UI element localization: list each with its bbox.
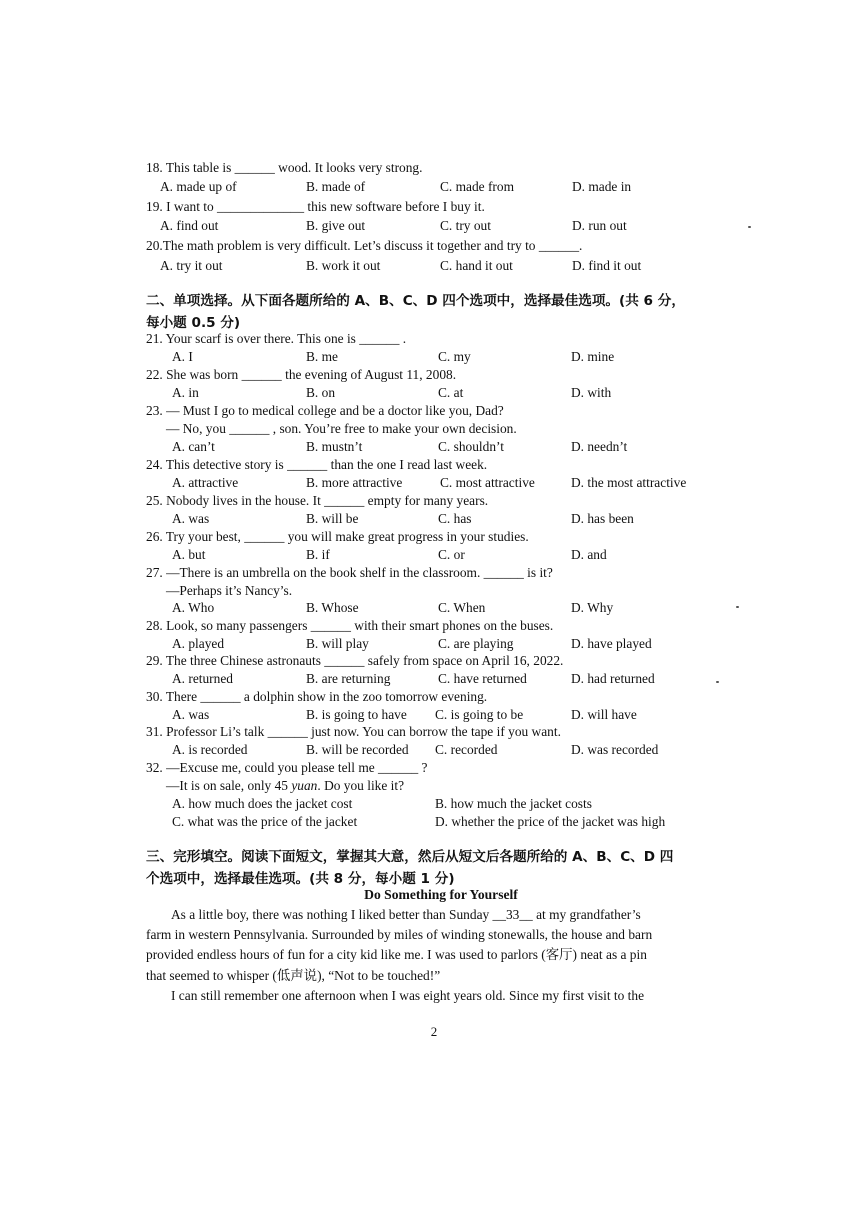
question-19-option-c: C. try out <box>440 218 491 233</box>
question-25-option-b: B. will be <box>306 511 359 526</box>
question-19-option-d: D. run out <box>572 218 627 233</box>
question-23-option-b: B. mustn’t <box>306 439 363 454</box>
question-25-option-c: C. has <box>438 511 472 526</box>
question-29-option-d: D. had returned <box>571 671 655 686</box>
section-2-heading-line-1: 二、单项选择。从下面各题所给的 A、B、C、D 四个选项中，选择最佳选项。(共 6 分， <box>146 293 685 309</box>
section-2-heading <box>146 290 736 334</box>
question-22-option-a: A. in <box>172 385 199 400</box>
section-2-heading-line-2: 每小题 0.5 分) <box>146 315 241 331</box>
question-20-option-c: C. hand it out <box>440 258 513 273</box>
passage-title: Do Something for Yourself <box>364 887 518 902</box>
question-31-stem: 31. Professor Li’s talk ______ just now. You can borrow the tape if you want. <box>146 724 561 739</box>
question-23-option-a: A. can’t <box>172 439 215 454</box>
question-31-option-c: C. recorded <box>435 742 498 757</box>
question-31-option-d: D. was recorded <box>571 742 659 757</box>
question-23-option-d: D. needn’t <box>571 439 628 454</box>
scan-speck <box>716 681 719 683</box>
question-28-option-a: A. played <box>172 636 225 651</box>
question-24-option-a: A. attractive <box>172 475 239 490</box>
question-21-option-a: A. I <box>172 349 193 364</box>
question-32-option-d: D. whether the price of the jacket was high <box>435 814 666 829</box>
question-23-stem: 23. — Must I go to medical college and be a doctor like you, Dad? <box>146 403 504 418</box>
question-28-option-d: D. have played <box>571 636 652 651</box>
question-22-option-d: D. with <box>571 385 612 400</box>
question-30-option-c: C. is going to be <box>435 707 524 722</box>
question-30-option-b: B. is going to have <box>306 707 407 722</box>
question-22-option-b: B. on <box>306 385 336 400</box>
question-29-option-b: B. are returning <box>306 671 391 686</box>
question-18-option-d: D. made in <box>572 179 632 194</box>
question-18-option-c: C. made from <box>440 179 515 194</box>
question-24-option-d: D. the most attractive <box>571 475 687 490</box>
question-23-stem-line-2: — No, you ______ , son. You’re free to make your own decision. <box>166 421 517 436</box>
question-19-stem: 19. I want to _____________ this new software before I buy it. <box>146 199 485 214</box>
question-24-stem: 24. This detective story is ______ than the one I read last week. <box>146 457 488 472</box>
question-21-option-d: D. mine <box>571 349 615 364</box>
question-26-option-b: B. if <box>306 547 330 562</box>
question-26-option-a: A. but <box>172 547 206 562</box>
question-31-option-a: A. is recorded <box>172 742 248 757</box>
page-number: 2 <box>430 1024 438 1039</box>
question-25-stem: 25. Nobody lives in the house. It ______ empty for many years. <box>146 493 489 508</box>
question-27-stem-line-2: —Perhaps it’s Nancy’s. <box>166 583 293 598</box>
question-32-option-a: A. how much does the jacket cost <box>172 796 353 811</box>
question-18-option-a: A. made up of <box>160 179 237 194</box>
section-3-heading-line-1: 三、完形填空。阅读下面短文，掌握其大意，然后从短文后各题所给的 A、B、C、D 四 <box>146 849 674 865</box>
question-32-stem-line-2-post: . Do you like it? <box>317 778 405 793</box>
question-21-option-b: B. me <box>306 349 338 364</box>
question-29-stem: 29. The three Chinese astronauts ______ safely from space on April 16, 2022. <box>146 653 564 668</box>
passage-line-5: I can still remember one afternoon when I was eight years old. Since my first visit to the <box>171 987 645 1003</box>
question-32-stem-line-2 <box>166 778 404 794</box>
question-20-option-d: D. find it out <box>572 258 642 273</box>
question-30-stem: 30. There ______ a dolphin show in the zoo tomorrow evening. <box>146 689 488 704</box>
question-28-stem: 28. Look, so many passengers ______ with their smart phones on the buses. <box>146 618 554 633</box>
passage-body <box>146 905 729 1006</box>
question-32-option-b: B. how much the jacket costs <box>435 796 592 811</box>
passage-line-1: As a little boy, there was nothing I liked better than Sunday __33__ at my grandfather’s <box>171 907 641 922</box>
question-27-option-b: B. Whose <box>306 600 359 615</box>
question-25-option-a: A. was <box>172 511 210 526</box>
question-27-option-a: A. Who <box>172 600 215 615</box>
question-29-option-c: C. have returned <box>438 671 527 686</box>
question-29-option-a: A. returned <box>172 671 233 686</box>
passage-line-3: provided endless hours of fun for a city kid like me. I was used to parlors (客厅) neat as a pin <box>146 947 647 963</box>
scan-speck <box>736 606 739 608</box>
question-18-option-b: B. made of <box>306 179 366 194</box>
question-32-stem: 32. —Excuse me, could you please tell me ______ ? <box>146 760 428 775</box>
question-24-option-c: C. most attractive <box>440 475 535 490</box>
question-32-stem-line-2-pre: —It is on sale, only 45 <box>166 778 292 793</box>
question-27-stem: 27. —There is an umbrella on the book shelf in the classroom. ______ is it? <box>146 565 553 580</box>
section-3-heading <box>146 846 736 890</box>
question-31-option-b: B. will be recorded <box>306 742 409 757</box>
question-26-stem: 26. Try your best, ______ you will make great progress in your studies. <box>146 529 529 544</box>
question-32-option-c: C. what was the price of the jacket <box>172 814 358 829</box>
question-22-option-c: C. at <box>438 385 464 400</box>
question-21-option-c: C. my <box>438 349 471 364</box>
question-21-stem: 21. Your scarf is over there. This one is ______ . <box>146 331 407 346</box>
question-19-option-b: B. give out <box>306 218 366 233</box>
question-28-option-b: B. will play <box>306 636 369 651</box>
question-24-option-b: B. more attractive <box>306 475 403 490</box>
passage-line-2: farm in western Pennsylvania. Surrounded by miles of winding stonewalls, the house and barn <box>146 927 653 943</box>
question-23-option-c: C. shouldn’t <box>438 439 504 454</box>
question-30-option-a: A. was <box>172 707 210 722</box>
question-20-option-a: A. try it out <box>160 258 223 273</box>
question-28-option-c: C. are playing <box>438 636 514 651</box>
passage-line-4: that seemed to whisper (低声说), “Not to be touched!” <box>146 967 441 983</box>
question-20-option-b: B. work it out <box>306 258 381 273</box>
question-19-option-a: A. find out <box>160 218 219 233</box>
question-22-stem: 22. She was born ______ the evening of August 11, 2008. <box>146 367 457 382</box>
question-25-option-d: D. has been <box>571 511 634 526</box>
question-27-option-c: C. When <box>438 600 486 615</box>
question-30-option-d: D. will have <box>571 707 637 722</box>
question-20-stem: 20.The math problem is very difficult. Let’s discuss it together and try to ______. <box>146 238 583 253</box>
question-26-option-c: C. or <box>438 547 465 562</box>
yuan-italic-word: yuan <box>291 778 318 793</box>
section-3-heading-line-2: 个选项中，选择最佳选项。(共 8 分，每小题 1 分) <box>146 871 455 887</box>
question-18-stem: 18. This table is ______ wood. It looks very strong. <box>146 160 423 175</box>
question-27-option-d: D. Why <box>571 600 614 615</box>
scan-speck <box>748 226 751 228</box>
question-26-option-d: D. and <box>571 547 607 562</box>
